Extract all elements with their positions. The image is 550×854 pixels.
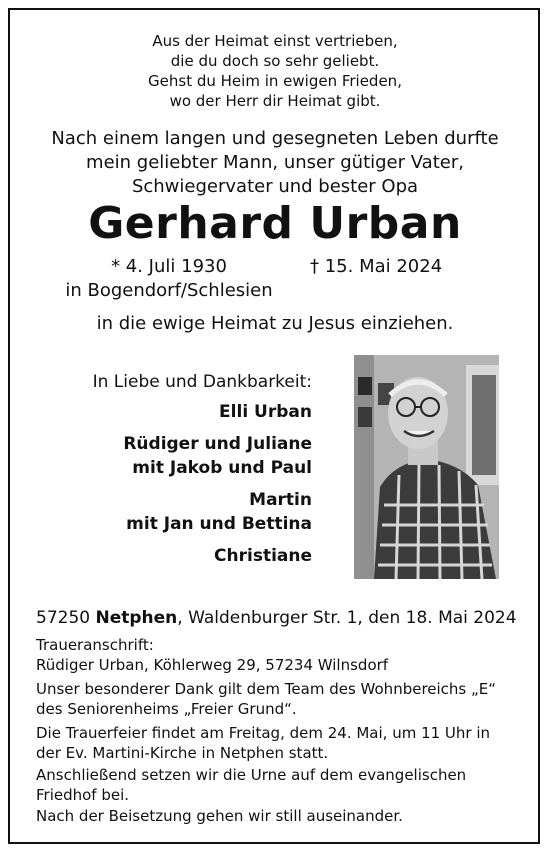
poem-line: Gehst du Heim in ewigen Frieden, — [148, 72, 402, 90]
mourner-group — [72, 544, 312, 568]
place-date-line — [36, 607, 526, 629]
thanks-note — [36, 679, 526, 719]
poem-line: die du doch so sehr geliebt. — [170, 52, 380, 70]
ceremony-line: der Ev. Martini-Kirche in Netphen statt. — [36, 744, 329, 762]
mourner-name: Christiane — [214, 546, 312, 566]
mourner-name: mit Jan und Bettina — [126, 514, 312, 534]
address-line: Traueranschrift: — [36, 636, 154, 654]
town: Netphen — [95, 608, 178, 628]
intro-line: Nach einem langen und gesegneten Leben durfte — [51, 128, 499, 149]
mourner-group — [72, 400, 312, 424]
mourner-name: Elli Urban — [219, 402, 312, 422]
mourner-name: Martin — [249, 490, 312, 510]
mourners-lead: In Liebe und Dankbarkeit: — [92, 372, 312, 392]
urn-line: Anschließend setzen wir die Urne auf dem evangelischen — [36, 766, 467, 784]
address-line: Rüdiger Urban, Köhlerweg 29, 57234 Wilnsdorf — [36, 656, 389, 674]
intro-line: mein geliebter Mann, unser gütiger Vater, — [86, 152, 464, 173]
mourners-list — [72, 370, 312, 576]
intro-line: Schwiegervater und bester Opa — [131, 176, 419, 197]
thanks-line: des Seniorenheims „Freier Grund“. — [36, 700, 297, 718]
birth-date: * 4. Juli 1930 — [111, 256, 227, 277]
closing-line: in die ewige Heimat zu Jesus einziehen. — [96, 313, 454, 334]
deceased-name: Gerhard Urban — [88, 198, 462, 249]
death-info — [310, 255, 450, 279]
memorial-poem — [0, 31, 550, 111]
ceremony-note — [36, 723, 526, 763]
mourner-group — [72, 488, 312, 536]
thanks-line: Unser besonderer Dank gilt dem Team des Wohnbereichs „E“ — [36, 680, 497, 698]
poem-line: wo der Herr dir Heimat gibt. — [169, 92, 381, 110]
mourner-name: mit Jakob und Paul — [132, 458, 312, 478]
mourning-address — [36, 635, 526, 675]
mourner-name: Rüdiger und Juliane — [123, 434, 312, 454]
death-date: † 15. Mai 2024 — [310, 256, 443, 277]
final-note — [36, 806, 526, 826]
birth-info — [64, 255, 274, 303]
urn-line: Friedhof bei. — [36, 786, 130, 804]
postcode: 57250 — [36, 608, 91, 628]
ceremony-line: Die Trauerfeier findet am Freitag, dem 24. Mai, um 11 Uhr in — [36, 724, 491, 742]
poem-line: Aus der Heimat einst vertrieben, — [152, 32, 398, 50]
place-rest: , Waldenburger Str. 1, den 18. Mai 2024 — [177, 608, 517, 628]
mourner-group — [72, 432, 312, 480]
portrait-illustration — [354, 355, 499, 579]
birth-place: in Bogendorf/Schlesien — [65, 280, 273, 301]
final-line: Nach der Beisetzung gehen wir still auseinander. — [36, 807, 403, 825]
urn-note — [36, 765, 526, 805]
intro-text — [0, 127, 550, 199]
portrait-photo — [354, 355, 499, 579]
